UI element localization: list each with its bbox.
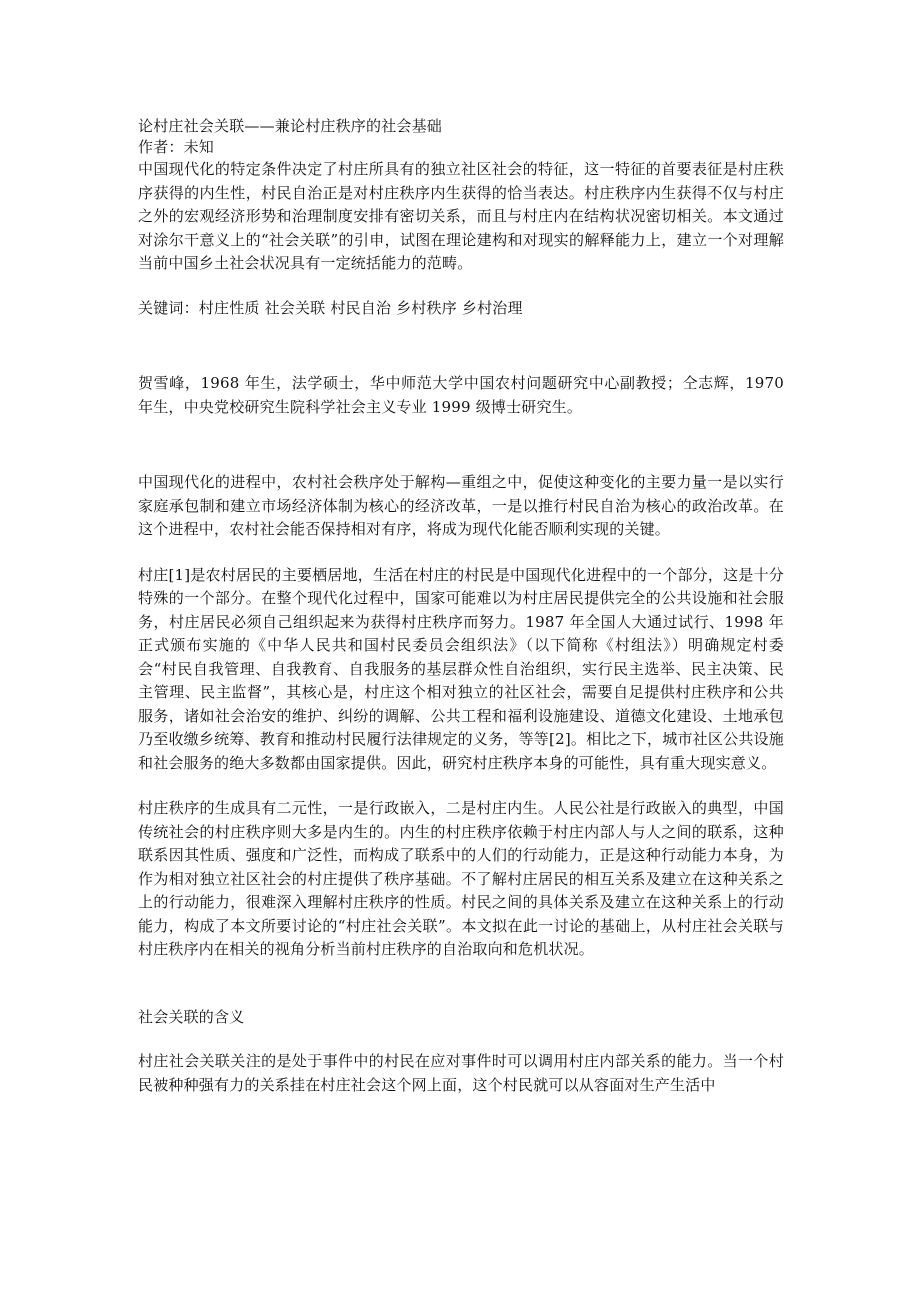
spacer bbox=[138, 775, 784, 797]
author-bio-paragraph: 贺雪峰，1968 年生，法学硕士，华中师范大学中国农村问题研究中心副教授；仝志辉，1970 年生，中央党校研究生院科学社会主义专业 1999 级博士研究生。 bbox=[138, 374, 784, 416]
body-paragraph: 中国现代化的进程中，农村社会秩序处于解构—重组之中，促使这种变化的主要力量一是以实行家庭承包制和建立市场经济体制为核心的经济改革，一是以推行村民自治为核心的政治改革。在这个进程中，农村社会能否保持相对有序，将成为现代化能否顺利实现的关键。 bbox=[138, 473, 784, 538]
spacer bbox=[138, 276, 784, 297]
document-page bbox=[138, 116, 784, 1097]
body-paragraph: 村庄[1]是农村居民的主要栖居地，生活在村庄的村民是中国现代化进程中的一个部分，这是十分特殊的一个部分。在整个现代化过程中，国家可能难以为村庄居民提供完全的公共设施和社会服务，村庄居民必须自己组织起来为获得村庄秩序而努力。1987 年全国人大通过试行、1998 年正式颁布实施的《中华人民共和国村民委员会组织法》（以下简称《村组法》）明确规定村委会“村民自我管理、自我教育、自我服务的基层群众性自治组织，实行民主选举、民主决策、民主管理、民主监督”，其核心是，村庄这个相对独立的社区社会，需要自足提供村庄秩序和公共服务，诸如社会治安的维护、纠纷的调解、公共工程和福利设施建设、道德文化建设、土地承包乃至收缴乡统筹、教育和推动村民履行法律规定的义务，等等[2]。相比之下，城市社区公共设施和社会服务的绝大多数都由国家提供。因此，研究村庄秩序本身的可能性，具有重大现实意义。 bbox=[138, 565, 784, 772]
document-title: 论村庄社会关联——兼论村庄秩序的社会基础 bbox=[138, 117, 443, 135]
spacer bbox=[138, 542, 784, 564]
abstract-paragraph: 中国现代化的特定条件决定了村庄所具有的独立社区社会的特征，这一特征的首要表征是村庄秩序获得的内生性，村民自治正是对村庄秩序内生获得的恰当表达。村庄秩序内生获得不仅与村庄之外的宏观经济形势和治理制度安排有密切关系，而且与村庄内在结构状况密切相关。本文通过对涂尔干意义上的“社会关联”的引申，试图在理论建构和对现实的解释能力上，建立一个对理解当前中国乡土社会状况具有一定统括能力的范畴。 bbox=[138, 160, 784, 272]
section-heading: 社会关联的含义 bbox=[138, 1007, 245, 1026]
body-paragraph: 村庄秩序的生成具有二元性，一是行政嵌入，二是村庄内生。人民公社是行政嵌入的典型，中国传统社会的村庄秩序则大多是内生的。内生的村庄秩序依赖于村庄内部人与人之间的联系，这种联系因其性质、强度和广泛性，而构成了联系中的人们的行动能力，正是这种行动能力本身，为作为相对独立社区社会的村庄提供了秩序基础。不了解村庄居民的相互关系及建立在这种关系之上的行动能力，很难深入理解村庄秩序的性质。村民之间的具体关系及建立在这种关系上的行动能力，构成了本文所要讨论的“村庄社会关联”。本文拟在此一讨论的基础上，从村庄社会关联与村庄秩序内在相关的视角分析当前村庄秩序的自治取向和危机状况。 bbox=[138, 799, 784, 958]
spacer bbox=[138, 419, 784, 471]
spacer bbox=[138, 1029, 784, 1050]
keywords-line: 关键词：村庄性质 社会关联 村民自治 乡村秩序 乡村治理 bbox=[138, 298, 523, 317]
spacer bbox=[138, 320, 784, 372]
spacer bbox=[138, 962, 784, 1006]
body-paragraph: 村庄社会关联关注的是处于事件中的村民在应对事件时可以调用村庄内部关系的能力。当一个村民被种种强有力的关系挂在村庄社会这个网上面，这个村民就可以从容面对生产生活中 bbox=[138, 1052, 784, 1094]
document-author: 作者：未知 bbox=[138, 138, 215, 156]
